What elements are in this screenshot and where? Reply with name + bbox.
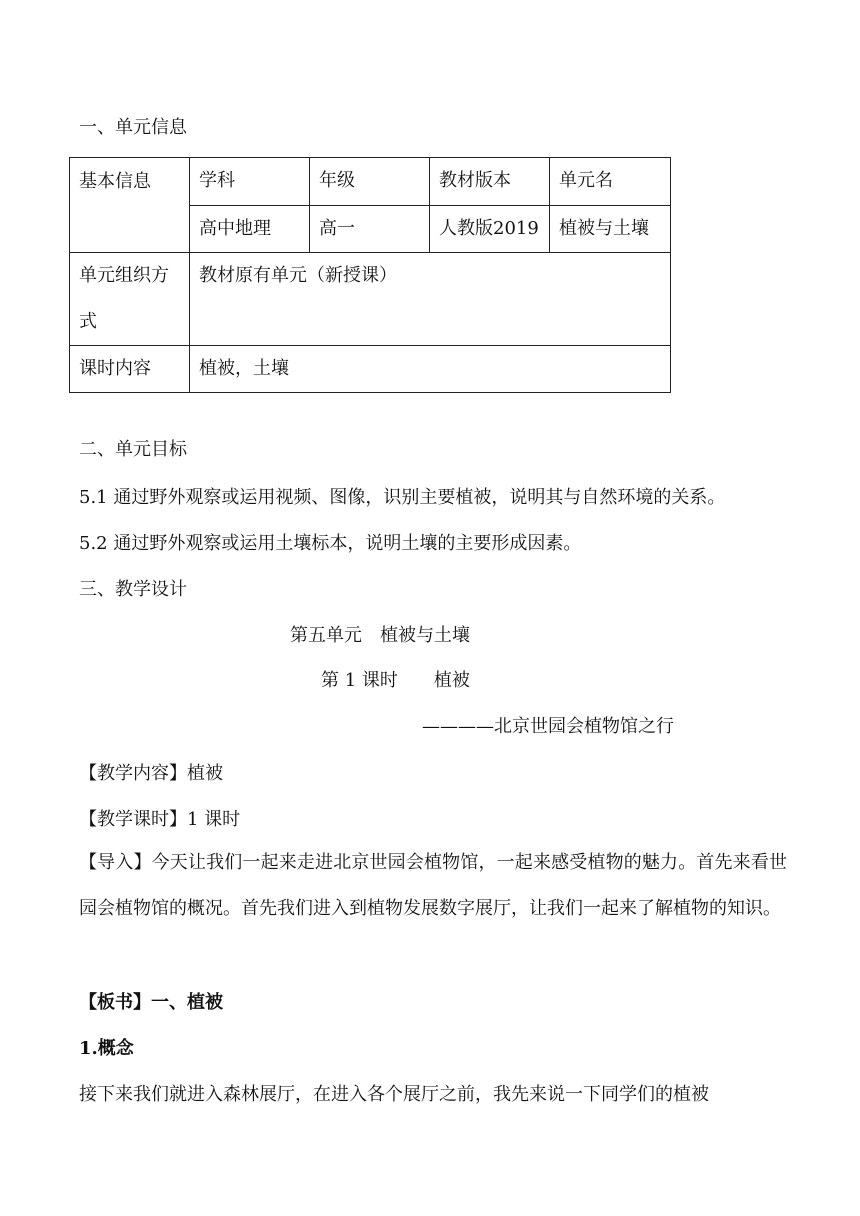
header-textbook-version: 教材版本 (430, 158, 550, 206)
body-text-line: 接下来我们就进入森林展厅，在进入各个展厅之前，我先来说一下同学们的植被 (79, 1084, 709, 1105)
value-textbook-version: 人教版2019 (430, 206, 550, 253)
section-heading-unit-info: 一、单元信息 (79, 117, 187, 138)
cell-content-value: 植被，土壤 (190, 346, 671, 393)
header-subject: 学科 (190, 158, 310, 206)
section-heading-teaching-design: 三、教学设计 (79, 579, 187, 600)
value-subject: 高中地理 (190, 206, 310, 253)
cell-content-label: 课时内容 (70, 346, 190, 393)
teaching-hours: 【教学课时】1 课时 (79, 809, 241, 830)
cell-basic-info: 基本信息 (70, 158, 190, 253)
value-unit-name: 植被与土壤 (550, 206, 671, 253)
header-grade: 年级 (310, 158, 430, 206)
unit-info-table (69, 157, 671, 393)
board-heading: 【板书】一、植被 (79, 992, 223, 1013)
goal-5-2: 5.2 通过野外观察或运用土壤标本，说明土壤的主要形成因素。 (79, 533, 582, 554)
goal-5-1: 5.1 通过野外观察或运用视频、图像，识别主要植被，说明其与自然环境的关系。 (79, 487, 726, 508)
value-grade: 高一 (310, 206, 430, 253)
teaching-content: 【教学内容】植被 (79, 763, 223, 784)
lesson-title: 第 1 课时 植被 (321, 670, 470, 691)
unit-title: 第五单元 植被与土壤 (290, 625, 470, 646)
header-unit-name: 单元名 (550, 158, 671, 206)
cell-org-value: 教材原有单元（新授课） (190, 253, 671, 346)
intro-paragraph: 【导入】今天让我们一起来走进北京世园会植物馆，一起来感受植物的魅力。首先来看世园会植物馆的概况。首先我们进入到植物发展数字展厅，让我们一起来了解植物的知识。 (79, 852, 787, 919)
section-heading-unit-goals: 二、单元目标 (79, 439, 187, 460)
concept-heading: 1.概念 (79, 1038, 134, 1059)
lesson-subtitle: ————北京世园会植物馆之行 (422, 716, 674, 737)
cell-org-label: 单元组织方式 (70, 253, 190, 346)
